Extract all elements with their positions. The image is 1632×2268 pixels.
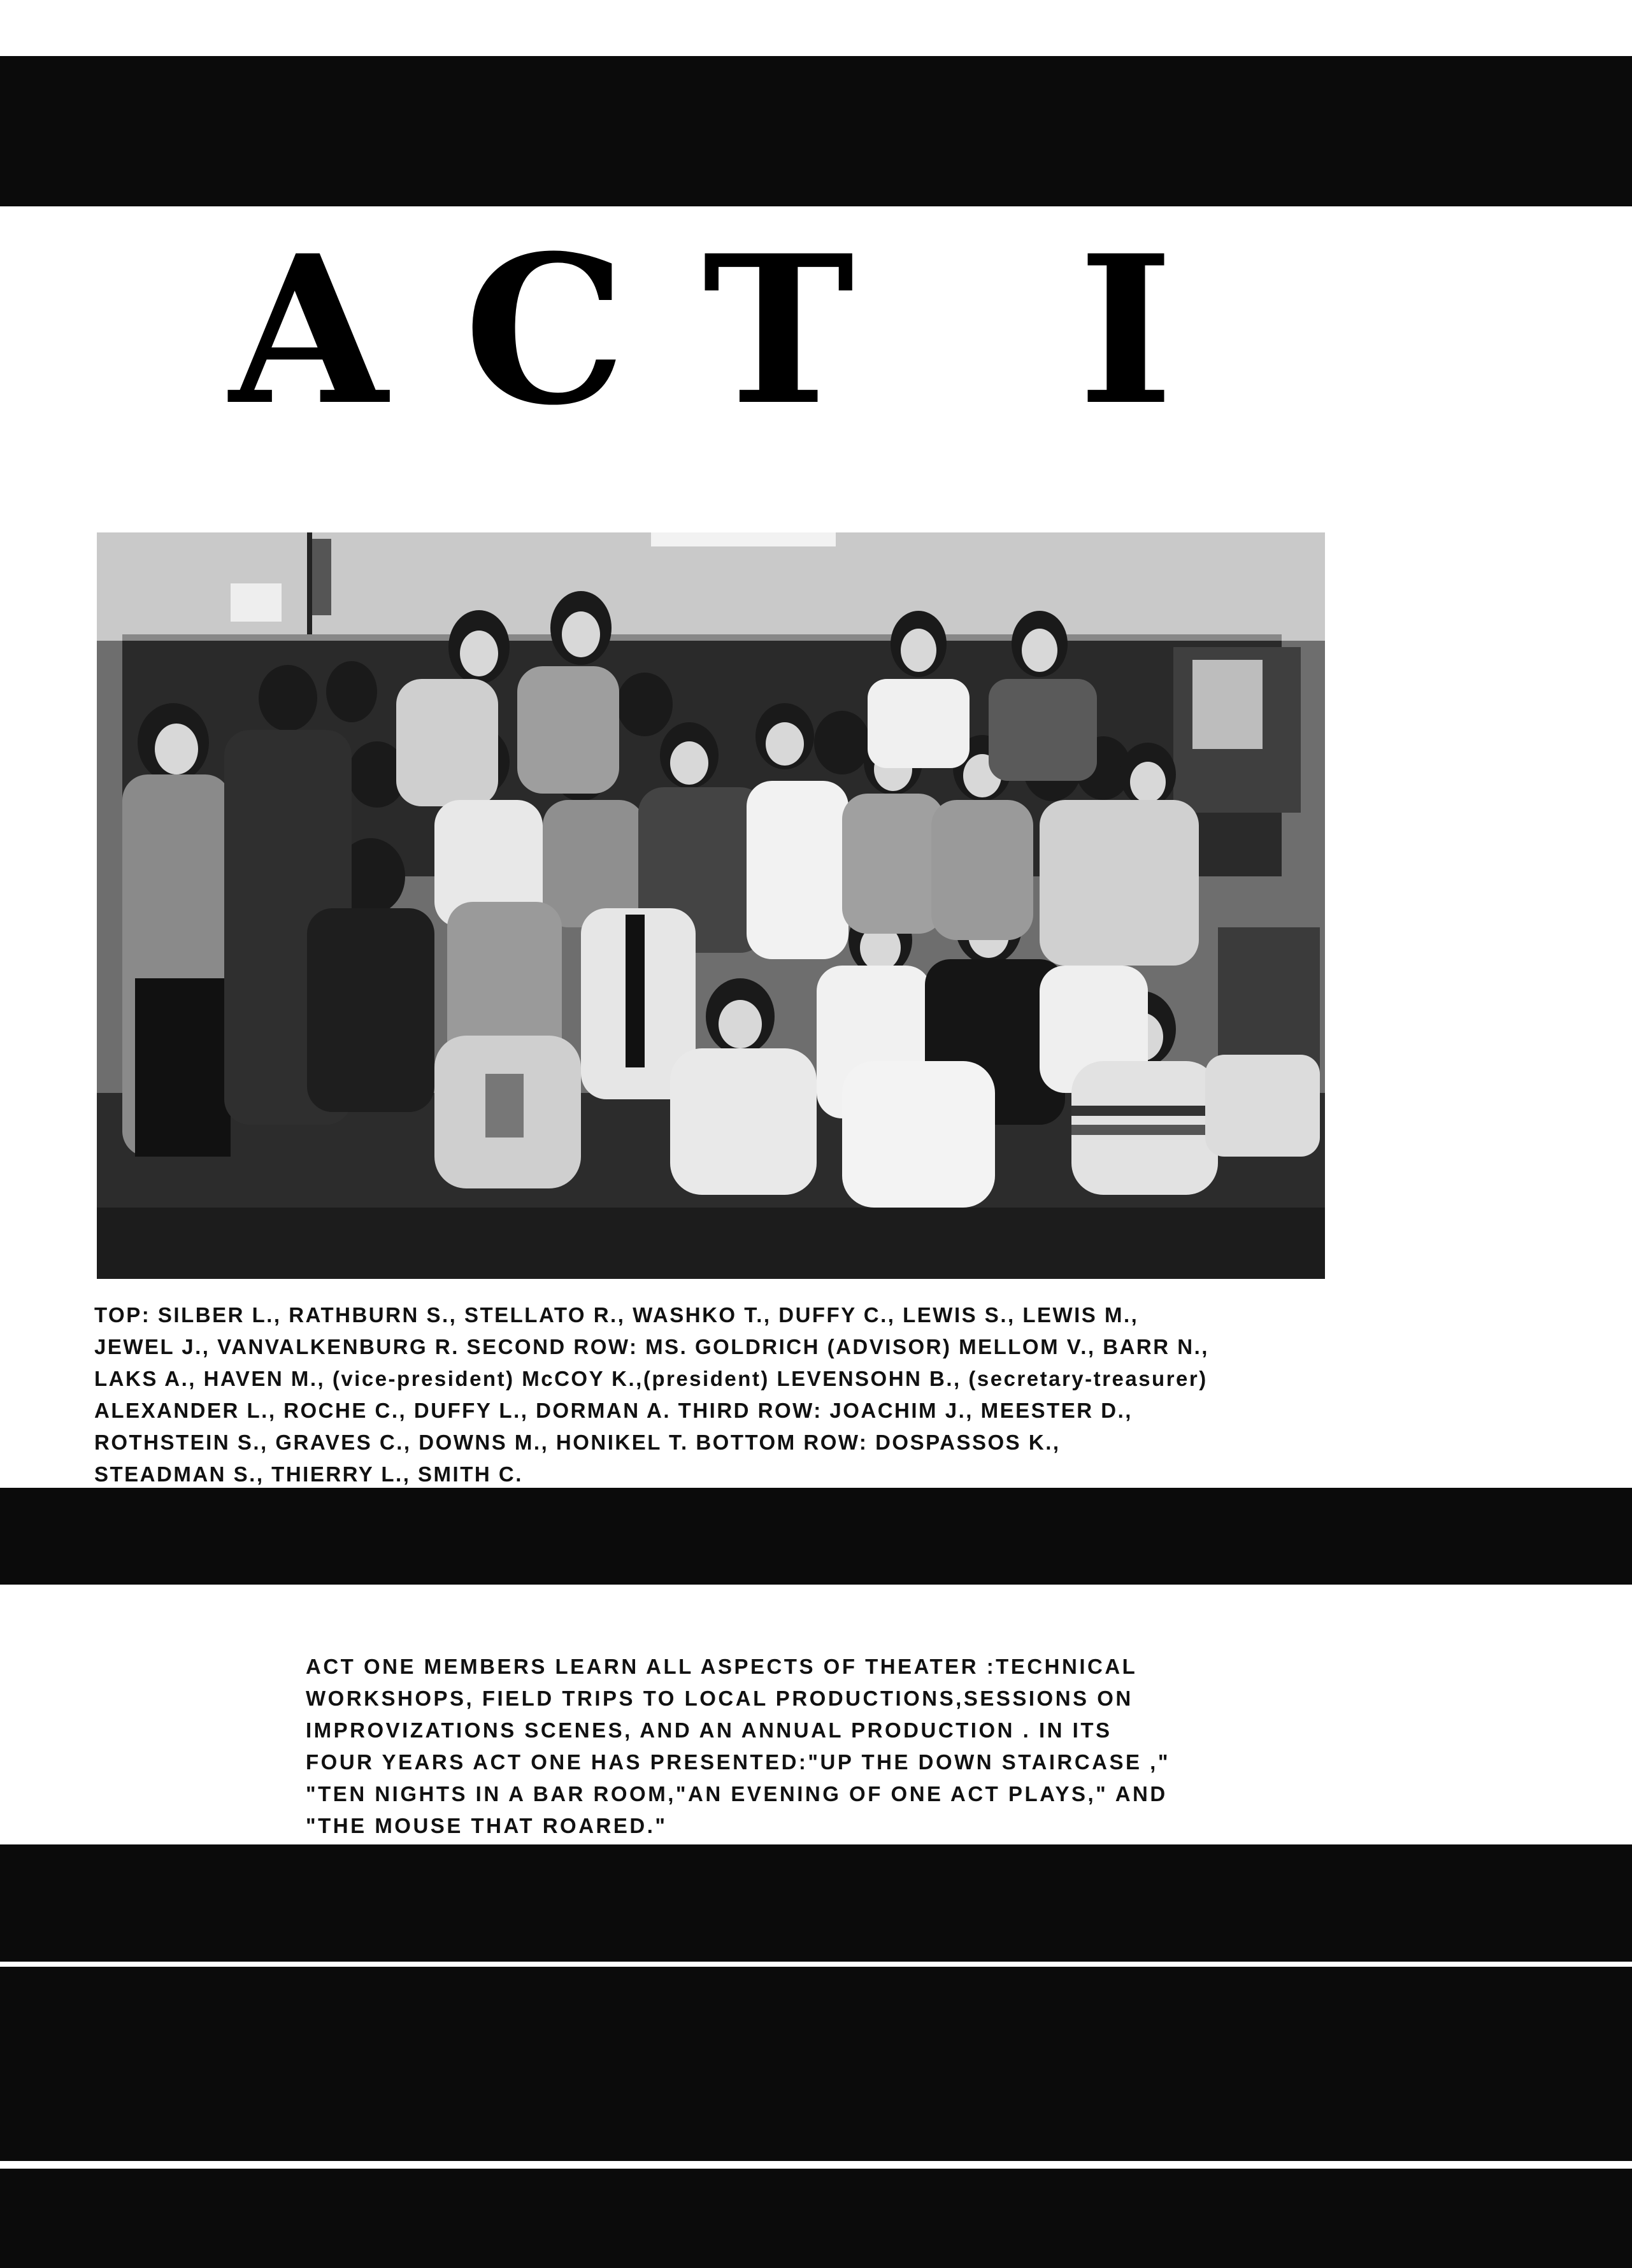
caption-line: ROTHSTEIN S., GRAVES C., DOWNS M., HONIKEL T. BOTTOM ROW: DOSPASSOS K., [94, 1430, 1061, 1454]
description-line: WORKSHOPS, FIELD TRIPS TO LOCAL PRODUCTIONS,SESSIONS ON [306, 1687, 1133, 1710]
caption-line: TOP: SILBER L., RATHBURN S., STELLATO R., WASHKO T., DUFFY C., LEWIS S., LEWIS M., [94, 1303, 1139, 1327]
lower-black-band [0, 1967, 1632, 2161]
page-title: ACT I [229, 211, 1250, 450]
group-photo-illustration [97, 532, 1325, 1279]
white-stripe [0, 1962, 1632, 1967]
caption-line: LAKS A., HAVEN M., (vice-president) McCOY K.,(president) LEVENSOHN B., (secretary-treasurer) [94, 1367, 1208, 1390]
lower-black-band [0, 1844, 1632, 1962]
club-description [306, 1651, 1389, 1842]
caption-line: JEWEL J., VANVALKENBURG R. SECOND ROW: MS. GOLDRICH (ADVISOR) MELLOM V., BARR N., [94, 1335, 1209, 1359]
top-black-band [0, 56, 1632, 206]
group-photo [97, 532, 1325, 1279]
photo-caption [94, 1299, 1445, 1490]
description-line: "TEN NIGHTS IN A BAR ROOM,"AN EVENING OF ONE ACT PLAYS," AND [306, 1782, 1168, 1806]
description-line: IMPROVIZATIONS SCENES, AND AN ANNUAL PRODUCTION . IN ITS [306, 1718, 1112, 1742]
description-line: FOUR YEARS ACT ONE HAS PRESENTED:"UP THE DOWN STAIRCASE ," [306, 1750, 1171, 1774]
middle-black-band [0, 1488, 1632, 1585]
bottom-black-band [0, 2169, 1632, 2268]
description-line: "THE MOUSE THAT ROARED." [306, 1814, 668, 1837]
caption-line: STEADMAN S., THIERRY L., SMITH C. [94, 1462, 523, 1486]
white-stripe [0, 2161, 1632, 2169]
description-line: ACT ONE MEMBERS LEARN ALL ASPECTS OF THEATER :TECHNICAL [306, 1655, 1138, 1678]
caption-line: ALEXANDER L., ROCHE C., DUFFY L., DORMAN A. THIRD ROW: JOACHIM J., MEESTER D., [94, 1399, 1133, 1422]
